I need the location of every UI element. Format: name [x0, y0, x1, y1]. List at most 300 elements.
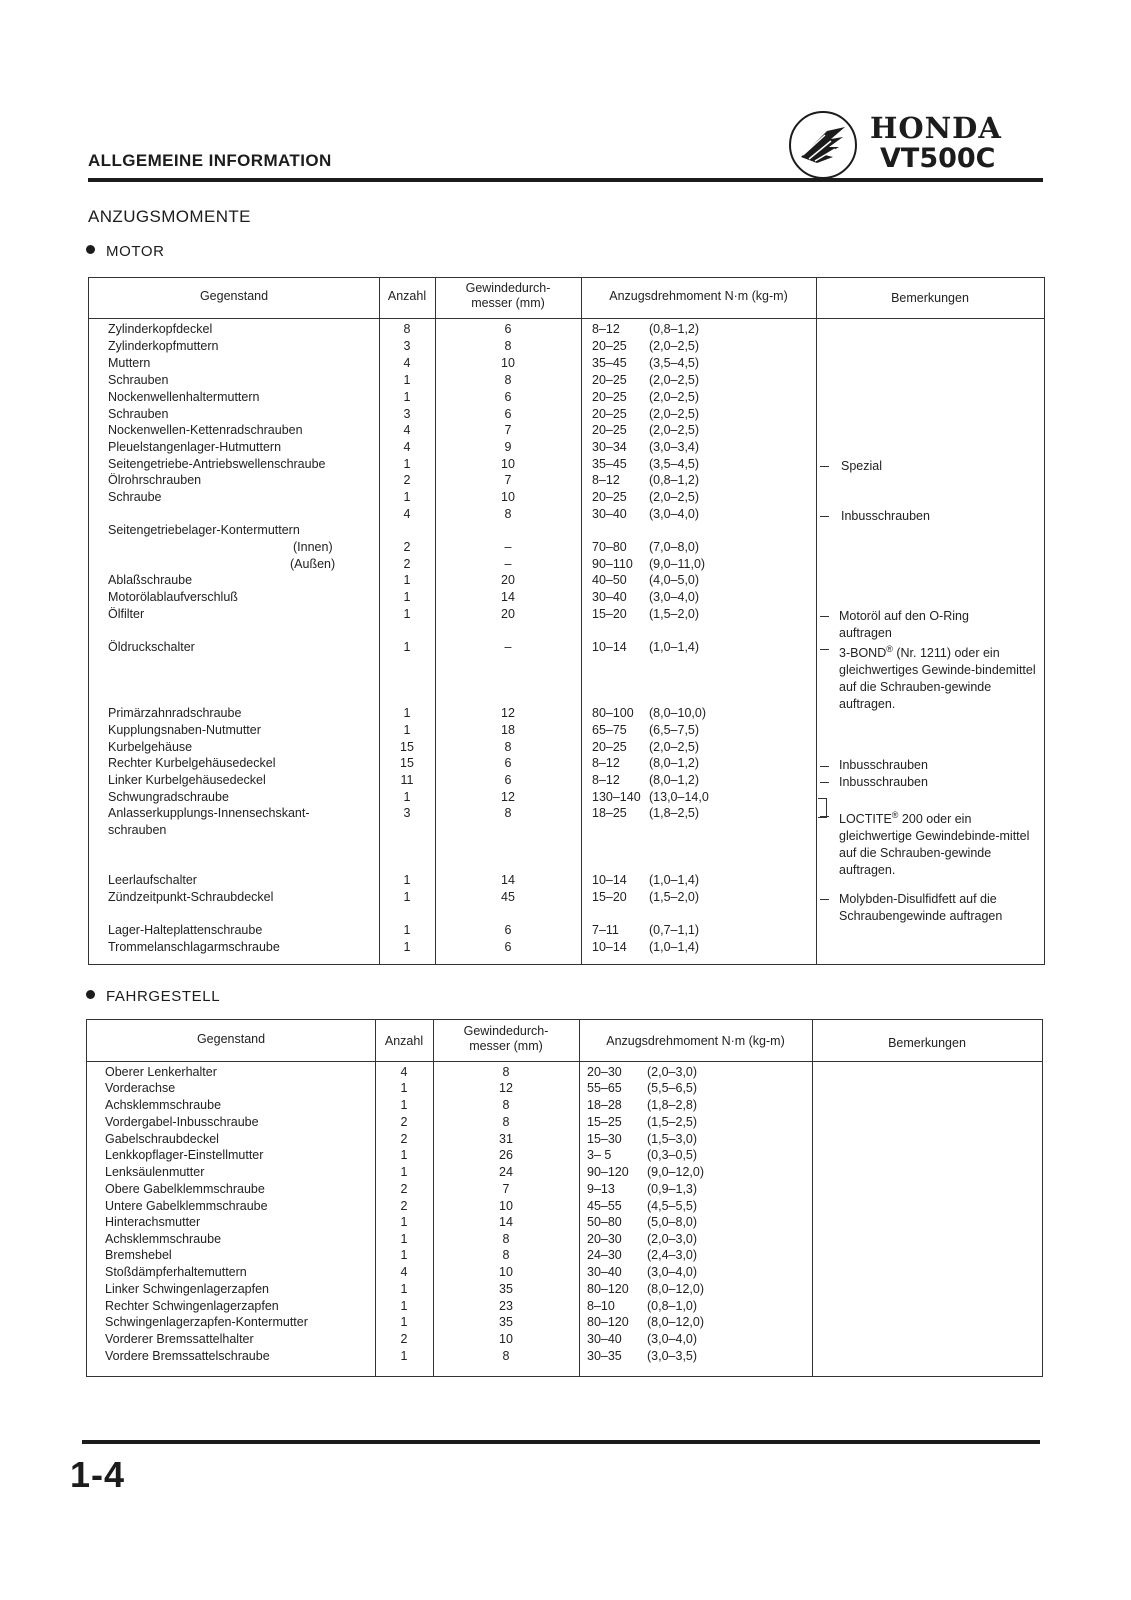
cell-anzahl: 2	[400, 1199, 408, 1213]
cell-moment: 24–30	[587, 1248, 622, 1262]
cell-kgm: (1,0–1,4)	[649, 940, 700, 954]
cell-anzahl: 1	[403, 457, 411, 471]
cell-anzahl: 4	[400, 1065, 408, 1079]
table-row	[89, 489, 1044, 505]
note-dash	[820, 899, 829, 900]
cell-moment: 20–25	[592, 339, 627, 353]
cell-anzahl: 1	[403, 873, 411, 887]
cell-anzahl: 1	[403, 723, 411, 737]
table-row	[89, 422, 1044, 438]
cell-gegenstand: Oberer Lenkerhalter	[105, 1065, 217, 1079]
cell-kgm: (1,5–2,0)	[649, 607, 700, 621]
cell-moment: 20–30	[587, 1065, 622, 1079]
cell-gegenstand: (Innen)	[293, 540, 333, 554]
cell-gewinde: 35	[499, 1315, 513, 1329]
cell-gewinde: 8	[502, 1349, 510, 1363]
note-molybden: Molybden-Disulfidfett auf die Schraubengewinde auftragen	[839, 892, 1003, 923]
footer-rule	[82, 1440, 1040, 1444]
cell-kgm: (2,0–2,5)	[649, 407, 700, 421]
header-divider	[87, 1061, 1042, 1062]
cell-gewinde: 10	[501, 356, 515, 370]
cell-gewinde: 6	[504, 407, 512, 421]
cell-gewinde: 6	[504, 923, 512, 937]
cell-moment: 18–28	[587, 1098, 622, 1112]
cell-gewinde: 8	[502, 1098, 510, 1112]
table-row	[87, 1264, 1042, 1280]
cell-anzahl: 1	[403, 373, 411, 387]
cell-gewinde: 8	[502, 1115, 510, 1129]
cell-kgm: (7,0–8,0)	[649, 540, 700, 554]
cell-kgm: (3,0–3,5)	[647, 1349, 698, 1363]
cell-moment: 20–25	[592, 490, 627, 504]
table-row	[89, 539, 1044, 555]
table-row	[89, 556, 1044, 572]
cell-gewinde: 12	[501, 790, 515, 804]
cell-gegenstand: Leerlaufschalter	[108, 873, 197, 887]
cell-moment: 20–30	[587, 1232, 622, 1246]
bullet-icon	[86, 245, 95, 254]
cell-anzahl: 1	[400, 1248, 408, 1262]
cell-anzahl: 1	[403, 607, 411, 621]
cell-gegenstand: Motorölablaufverschluß	[108, 590, 238, 604]
cell-moment: 8–10	[587, 1299, 615, 1313]
cell-gewinde: 6	[504, 773, 512, 787]
cell-gewinde: 14	[501, 873, 515, 887]
cell-anzahl: 2	[400, 1332, 408, 1346]
note-dash	[820, 516, 829, 517]
cell-gegenstand: Öldruckschalter	[108, 640, 195, 654]
cell-gewinde: 8	[502, 1065, 510, 1079]
cell-kgm: (1,8–2,5)	[649, 806, 700, 820]
cell-anzahl: 2	[403, 540, 411, 554]
note-motoroel: Motoröl auf den O-Ring auftragen	[839, 609, 969, 640]
cell-gegenstand: Vorderachse	[105, 1081, 176, 1095]
cell-anzahl: 1	[400, 1282, 408, 1296]
cell-moment: 35–45	[592, 457, 627, 471]
cell-anzahl: 15	[400, 740, 414, 754]
cell-gegenstand: Schwingenlagerzapfen-Kontermutter	[105, 1315, 308, 1329]
cell-gewinde: 18	[501, 723, 515, 737]
cell-gewinde: 26	[499, 1148, 513, 1162]
cell-gegenstand: Vorderer Bremssattelhalter	[105, 1332, 254, 1346]
cell-kgm: (4,0–5,0)	[649, 573, 700, 587]
cell-gewinde: –	[504, 557, 512, 571]
cell-gewinde: 6	[504, 390, 512, 404]
col-header-gewinde: Gewindedurch- messer (mm)	[465, 281, 551, 310]
note-dash	[820, 466, 829, 467]
cell-anzahl: 15	[400, 756, 414, 770]
cell-kgm: (1,5–3,0)	[647, 1132, 698, 1146]
cell-gegenstand: Schwungradschraube	[108, 790, 229, 804]
cell-gewinde: 7	[504, 473, 512, 487]
cell-anzahl: 1	[400, 1232, 408, 1246]
cell-moment: 80–120	[587, 1282, 629, 1296]
cell-moment: 15–20	[592, 890, 627, 904]
cell-gewinde: 14	[499, 1215, 513, 1229]
cell-gegenstand: Hinterachsmutter	[105, 1215, 201, 1229]
cell-gewinde: 8	[504, 740, 512, 754]
cell-moment: 30–40	[587, 1332, 622, 1346]
cell-gegenstand: Stoßdämpferhaltemuttern	[105, 1265, 247, 1279]
cell-moment: 20–25	[592, 390, 627, 404]
note-dash	[820, 616, 829, 617]
cell-anzahl: 2	[403, 473, 411, 487]
cell-moment: 20–25	[592, 407, 627, 421]
cell-anzahl: 1	[403, 573, 411, 587]
table-row	[87, 1348, 1042, 1364]
cell-kgm: (9,0–12,0)	[647, 1165, 704, 1179]
cell-moment: 65–75	[592, 723, 627, 737]
cell-kgm: (13,0–14,0	[649, 790, 709, 804]
cell-kgm: (1,8–2,8)	[647, 1098, 698, 1112]
cell-gewinde: 7	[502, 1182, 510, 1196]
table-row	[87, 1080, 1042, 1096]
cell-moment: 10–14	[592, 873, 627, 887]
cell-gegenstand: Kupplungsnaben-Nutmutter	[108, 723, 261, 737]
cell-gegenstand: Vordere Bremssattelschraube	[105, 1349, 270, 1363]
fahrgestell-heading	[86, 988, 220, 1005]
note-dash	[820, 782, 829, 783]
table-row	[89, 722, 1044, 738]
cell-kgm: (1,0–1,4)	[649, 873, 700, 887]
section-title: ALLGEMEINE INFORMATION	[88, 151, 332, 170]
cell-anzahl: 1	[403, 390, 411, 404]
cell-gegenstand: Lenkkopflager-Einstellmutter	[105, 1148, 264, 1162]
cell-moment: 15–20	[592, 607, 627, 621]
cell-anzahl: 1	[400, 1315, 408, 1329]
cell-gegenstand: Zylinderkopfmuttern	[108, 339, 219, 353]
cell-gewinde: 10	[499, 1332, 513, 1346]
fahrgestell-torque-table	[86, 1019, 1043, 1377]
table-row	[87, 1281, 1042, 1297]
cell-gegenstand: Obere Gabelklemmschraube	[105, 1182, 265, 1196]
cell-anzahl: 2	[400, 1132, 408, 1146]
cell-gewinde: 20	[501, 607, 515, 621]
cell-gegenstand: Trommelanschlagarmschraube	[108, 940, 280, 954]
table-row	[87, 1231, 1042, 1247]
cell-anzahl: 4	[400, 1265, 408, 1279]
cell-moment: 30–34	[592, 440, 627, 454]
header-divider	[89, 318, 1044, 319]
cell-anzahl: 1	[400, 1098, 408, 1112]
cell-gegenstand: Pleuelstangenlager-Hutmuttern	[108, 440, 282, 454]
cell-gegenstand: Seitengetriebe-Antriebswellenschraube	[108, 457, 326, 471]
cell-gewinde: 12	[499, 1081, 513, 1095]
cell-gegenstand: Nockenwellen-Kettenradschrauben	[108, 423, 303, 437]
cell-anzahl: 1	[400, 1299, 408, 1313]
cell-kgm: (3,0–4,0)	[647, 1332, 698, 1346]
cell-gewinde: 31	[499, 1132, 513, 1146]
cell-gewinde: 8	[502, 1232, 510, 1246]
cell-moment: 3– 5	[587, 1148, 612, 1162]
cell-gewinde: 9	[504, 440, 512, 454]
table-row	[87, 1331, 1042, 1347]
cell-moment: 10–14	[592, 940, 627, 954]
col-header-moment: Anzugsdrehmoment N·m (kg-m)	[609, 289, 788, 303]
cell-gegenstand: Schrauben	[108, 373, 169, 387]
cell-kgm: (2,0–3,0)	[647, 1232, 698, 1246]
cell-gewinde: 24	[499, 1165, 513, 1179]
note-dash	[820, 816, 829, 817]
table-row	[87, 1214, 1042, 1230]
cell-anzahl: 1	[403, 640, 411, 654]
cell-gegenstand: Lenksäulenmutter	[105, 1165, 205, 1179]
cell-gewinde: 45	[501, 890, 515, 904]
cell-kgm: (1,5–2,0)	[649, 890, 700, 904]
cell-gegenstand: Schrauben	[108, 407, 169, 421]
cell-kgm: (3,5–4,5)	[649, 356, 700, 370]
note-inbus: Inbusschrauben	[839, 758, 928, 772]
cell-gewinde: 6	[504, 940, 512, 954]
cell-moment: 40–50	[592, 573, 627, 587]
table-row	[89, 338, 1044, 354]
cell-anzahl: 2	[400, 1115, 408, 1129]
cell-gegenstand: Gabelschraubdeckel	[105, 1132, 219, 1146]
table-row	[89, 572, 1044, 588]
cell-moment: 50–80	[587, 1215, 622, 1229]
model-name: VT500C	[880, 143, 996, 174]
cell-gegenstand: Vordergabel-Inbusschraube	[105, 1115, 259, 1129]
cell-anzahl: 1	[403, 706, 411, 720]
col-header-gegenstand: Gegenstand	[199, 289, 269, 303]
cell-gewinde: 8	[504, 373, 512, 387]
cell-kgm: (3,0–3,4)	[649, 440, 700, 454]
cell-gegenstand: Achsklemmschraube	[105, 1232, 222, 1246]
cell-gewinde: 10	[499, 1265, 513, 1279]
cell-anzahl: 3	[403, 339, 411, 353]
table-row	[89, 739, 1044, 755]
cell-gewinde: 8	[504, 339, 512, 353]
cell-anzahl: 1	[403, 940, 411, 954]
cell-gewinde: 12	[501, 706, 515, 720]
col-header-moment: Anzugsdrehmoment N·m (kg-m)	[606, 1034, 785, 1048]
cell-kgm: (8,0–1,2)	[649, 773, 700, 787]
cell-gewinde: 23	[499, 1299, 513, 1313]
cell-moment: 30–40	[592, 507, 627, 521]
cell-gewinde: 10	[499, 1199, 513, 1213]
table-row	[87, 1314, 1042, 1330]
bullet-icon	[86, 990, 95, 999]
table-row	[89, 321, 1044, 337]
cell-gewinde: 10	[501, 457, 515, 471]
cell-gegenstand: Kurbelgehäuse	[108, 740, 193, 754]
cell-anzahl: 1	[400, 1148, 408, 1162]
cell-gewinde: –	[504, 540, 512, 554]
cell-kgm: (0,8–1,0)	[647, 1299, 698, 1313]
cell-kgm: (2,4–3,0)	[647, 1248, 698, 1262]
cell-gewinde: 6	[504, 322, 512, 336]
cell-gegenstand: schrauben	[108, 823, 167, 837]
cell-moment: 130–140	[592, 790, 641, 804]
note-inbus: Inbusschrauben	[841, 509, 930, 523]
cell-anzahl: 8	[403, 322, 411, 336]
note-dash	[820, 649, 829, 650]
cell-moment: 80–100	[592, 706, 634, 720]
cell-gewinde: 8	[504, 507, 512, 521]
cell-anzahl: 1	[403, 490, 411, 504]
table-row	[87, 1181, 1042, 1197]
cell-anzahl: 1	[400, 1349, 408, 1363]
motor-torque-table	[88, 277, 1045, 965]
cell-kgm: (3,5–4,5)	[649, 457, 700, 471]
table-row	[89, 789, 1044, 805]
cell-gegenstand: Nockenwellenhaltermuttern	[108, 390, 260, 404]
cell-anzahl: 1	[400, 1081, 408, 1095]
note-dash	[820, 766, 829, 767]
bracket	[818, 798, 827, 818]
cell-gegenstand: Ablaßschraube	[108, 573, 193, 587]
table-row	[87, 1298, 1042, 1314]
cell-moment: 45–55	[587, 1199, 622, 1213]
cell-gegenstand: Linker Schwingenlagerzapfen	[105, 1282, 269, 1296]
cell-moment: 35–45	[592, 356, 627, 370]
cell-gewinde: 35	[499, 1282, 513, 1296]
cell-kgm: (2,0–2,5)	[649, 390, 700, 404]
cell-anzahl: 3	[403, 806, 411, 820]
cell-anzahl: 2	[403, 557, 411, 571]
page-heading: ANZUGSMOMENTE	[88, 207, 251, 226]
cell-kgm: (5,5–6,5)	[647, 1081, 698, 1095]
cell-moment: 8–12	[592, 473, 620, 487]
cell-kgm: (5,0–8,0)	[647, 1215, 698, 1229]
cell-kgm: (8,0–12,0)	[647, 1282, 704, 1296]
note-threebond: 3-BOND® (Nr. 1211) oder ein gleichwertiges Gewinde-bindemittel auf die Schrauben-gewinde auftragen.	[839, 644, 1036, 712]
cell-gegenstand: Untere Gabelklemmschraube	[105, 1199, 268, 1213]
cell-moment: 10–14	[592, 640, 627, 654]
page-number: 1-4	[70, 1454, 126, 1495]
note-loctite: LOCTITE® 200 oder ein gleichwertige Gewindebinde-mittel auf die Schrauben-gewinde auftragen.	[839, 810, 1030, 878]
cell-moment: 80–120	[587, 1315, 629, 1329]
cell-kgm: (1,5–2,5)	[647, 1115, 698, 1129]
cell-kgm: (2,0–2,5)	[649, 373, 700, 387]
cell-anzahl: 4	[403, 423, 411, 437]
cell-gegenstand: Linker Kurbelgehäusedeckel	[108, 773, 266, 787]
cell-kgm: (8,0–10,0)	[649, 706, 706, 720]
table-row	[87, 1198, 1042, 1214]
motor-heading-label: MOTOR	[106, 243, 165, 260]
col-header-anzahl: Anzahl	[384, 1034, 424, 1048]
cell-gegenstand: Rechter Schwingenlagerzapfen	[105, 1299, 279, 1313]
cell-moment: 15–25	[587, 1115, 622, 1129]
col-header-bemerkungen: Bemerkungen	[891, 291, 969, 305]
cell-moment: 20–25	[592, 423, 627, 437]
table-row	[89, 939, 1044, 955]
cell-anzahl: 1	[403, 890, 411, 904]
cell-kgm: (1,0–1,4)	[649, 640, 700, 654]
col-header-bemerkungen: Bemerkungen	[888, 1036, 966, 1050]
table-row	[89, 372, 1044, 388]
cell-anzahl: 3	[403, 407, 411, 421]
cell-gewinde: –	[504, 640, 512, 654]
col-header-gegenstand: Gegenstand	[196, 1032, 266, 1046]
cell-kgm: (8,0–1,2)	[649, 756, 700, 770]
cell-gegenstand: Zylinderkopfdeckel	[108, 322, 213, 336]
cell-gegenstand: Muttern	[108, 356, 151, 370]
cell-gewinde: 8	[502, 1248, 510, 1262]
cell-anzahl: 1	[403, 590, 411, 604]
table-row	[89, 589, 1044, 605]
note-spezial: Spezial	[841, 459, 882, 473]
cell-moment: 30–40	[587, 1265, 622, 1279]
cell-moment: 90–110	[592, 557, 633, 571]
brand-block	[870, 112, 1002, 174]
cell-gegenstand: Zündzeitpunkt-Schraubdeckel	[108, 890, 274, 904]
cell-moment: 20–25	[592, 740, 627, 754]
cell-gegenstand: Ölrohrschrauben	[108, 473, 202, 487]
table-row	[87, 1064, 1042, 1080]
cell-kgm: (2,0–2,5)	[649, 740, 700, 754]
cell-gewinde: 6	[504, 756, 512, 770]
table-row	[89, 406, 1044, 422]
cell-moment: 70–80	[592, 540, 627, 554]
cell-anzahl: 1	[403, 790, 411, 804]
motor-heading	[86, 243, 165, 260]
cell-gegenstand: Lager-Halteplattenschraube	[108, 923, 263, 937]
cell-moment: 9–13	[587, 1182, 615, 1196]
cell-kgm: (3,0–4,0)	[649, 590, 700, 604]
table-row	[87, 1114, 1042, 1130]
table-row	[87, 1131, 1042, 1147]
cell-gegenstand: Achsklemmschraube	[105, 1098, 222, 1112]
cell-kgm: (3,0–4,0)	[649, 507, 700, 521]
table-row	[87, 1164, 1042, 1180]
header-rule	[88, 178, 1043, 182]
cell-kgm: (0,9–1,3)	[647, 1182, 698, 1196]
cell-moment: 30–40	[592, 590, 627, 604]
table-row	[87, 1097, 1042, 1113]
cell-kgm: (0,3–0,5)	[647, 1148, 698, 1162]
cell-gewinde: 8	[504, 806, 512, 820]
cell-anzahl: 4	[403, 440, 411, 454]
cell-moment: 55–65	[587, 1081, 622, 1095]
honda-wing-logo	[787, 109, 859, 181]
cell-kgm: (3,0–4,0)	[647, 1265, 698, 1279]
col-header-anzahl: Anzahl	[387, 289, 427, 303]
cell-kgm: (6,5–7,5)	[649, 723, 700, 737]
cell-anzahl: 11	[400, 773, 414, 787]
cell-moment: 8–12	[592, 322, 620, 336]
cell-anzahl: 4	[403, 356, 411, 370]
cell-gegenstand: (Außen)	[290, 557, 336, 571]
cell-moment: 8–12	[592, 773, 620, 787]
cell-moment: 8–12	[592, 756, 620, 770]
table-row	[89, 389, 1044, 405]
cell-kgm: (0,8–1,2)	[649, 473, 700, 487]
cell-kgm: (9,0–11,0)	[649, 557, 706, 571]
table-row	[89, 439, 1044, 455]
cell-moment: 20–25	[592, 373, 627, 387]
cell-kgm: (2,0–2,5)	[649, 339, 700, 353]
cell-gegenstand: Bremshebel	[105, 1248, 172, 1262]
cell-moment: 90–120	[587, 1165, 629, 1179]
brand-name: HONDA	[870, 111, 1002, 145]
cell-gegenstand: Seitengetriebelager-Kontermuttern	[108, 523, 300, 537]
cell-anzahl: 1	[400, 1215, 408, 1229]
cell-gegenstand: Primärzahnradschraube	[108, 706, 242, 720]
cell-gewinde: 7	[504, 423, 512, 437]
cell-gewinde: 14	[501, 590, 515, 604]
table-row	[89, 355, 1044, 371]
cell-gegenstand: Schraube	[108, 490, 162, 504]
cell-gewinde: 20	[501, 573, 515, 587]
note-inbus: Inbusschrauben	[839, 775, 928, 789]
cell-anzahl: 1	[400, 1165, 408, 1179]
cell-anzahl: 1	[403, 923, 411, 937]
cell-gegenstand: Anlasserkupplungs-Innensechskant-	[108, 806, 310, 820]
cell-gegenstand: Ölfilter	[108, 607, 145, 621]
fahrgestell-heading-label: FAHRGESTELL	[106, 988, 221, 1005]
cell-moment: 18–25	[592, 806, 627, 820]
